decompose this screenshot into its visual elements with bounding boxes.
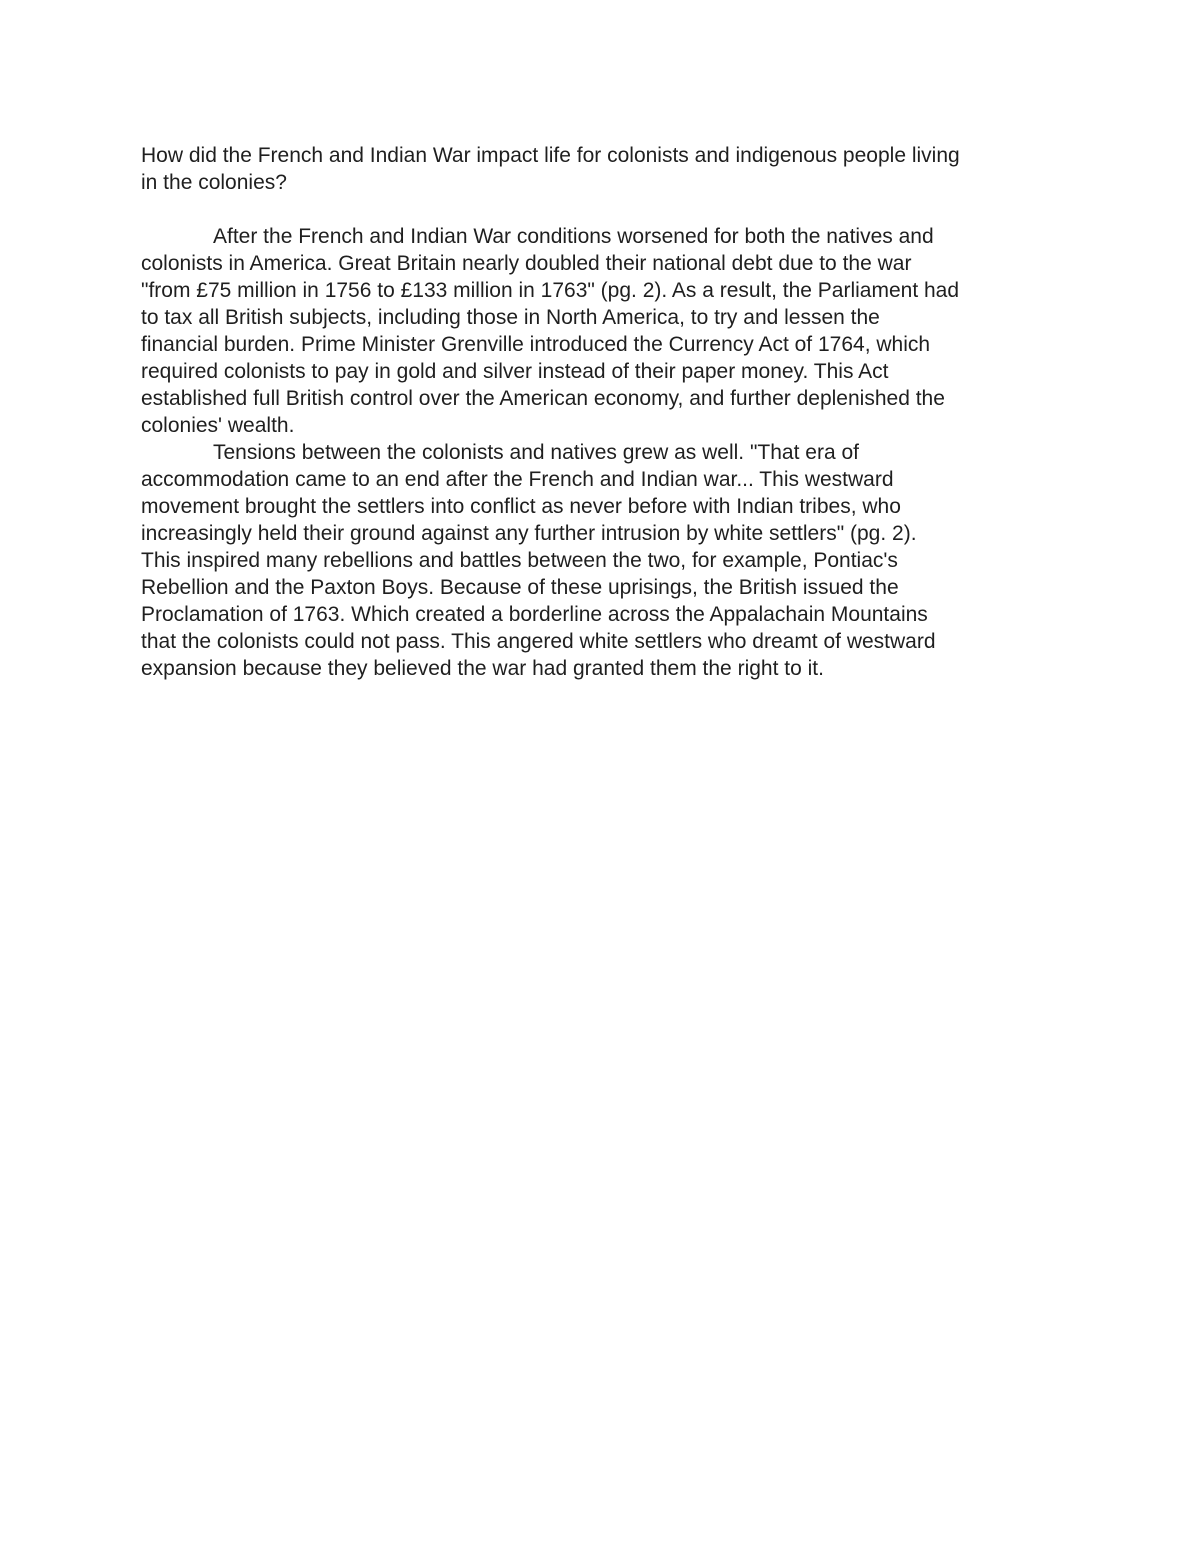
paragraph-line: required colonists to pay in gold and silver instead of their paper money. This Act	[141, 360, 889, 383]
paragraph-line: "from £75 million in 1756 to £133 million in 1763" (pg. 2). As a result, the Parliament had	[141, 279, 960, 302]
document-body	[141, 142, 1066, 682]
paragraph-line: that the colonists could not pass. This angered white settlers who dreamt of westward	[141, 630, 936, 653]
paragraph-line: to tax all British subjects, including those in North America, to try and lessen the	[141, 306, 880, 329]
paragraph-line: accommodation came to an end after the French and Indian war... This westward	[141, 468, 894, 491]
question-line: How did the French and Indian War impact life for colonists and indigenous people living	[141, 144, 960, 167]
paragraph-2	[141, 439, 1066, 682]
paragraph-line: colonists in America. Great Britain nearly doubled their national debt due to the war	[141, 252, 912, 275]
paragraph-line: increasingly held their ground against any further intrusion by white settlers" (pg. 2).	[141, 522, 917, 545]
paragraph-line: This inspired many rebellions and battles between the two, for example, Pontiac's	[141, 549, 898, 572]
paragraph-line: expansion because they believed the war had granted them the right to it.	[141, 657, 824, 680]
paragraph-line: movement brought the settlers into conflict as never before with Indian tribes, who	[141, 495, 901, 518]
paragraph-line: financial burden. Prime Minister Grenville introduced the Currency Act of 1764, which	[141, 333, 931, 356]
question-line: in the colonies?	[141, 171, 287, 194]
paragraph-line: established full British control over the American economy, and further deplenished the	[141, 387, 945, 410]
paragraph-line: After the French and Indian War conditions worsened for both the natives and	[213, 225, 934, 248]
paragraph-line: colonies' wealth.	[141, 414, 295, 437]
paragraph-line: Rebellion and the Paxton Boys. Because of these uprisings, the British issued the	[141, 576, 899, 599]
paragraph-1	[141, 223, 1066, 439]
paragraph-line: Tensions between the colonists and natives grew as well. "That era of	[213, 441, 859, 464]
question-heading	[141, 142, 1066, 196]
paragraph-line: Proclamation of 1763. Which created a borderline across the Appalachain Mountains	[141, 603, 928, 626]
